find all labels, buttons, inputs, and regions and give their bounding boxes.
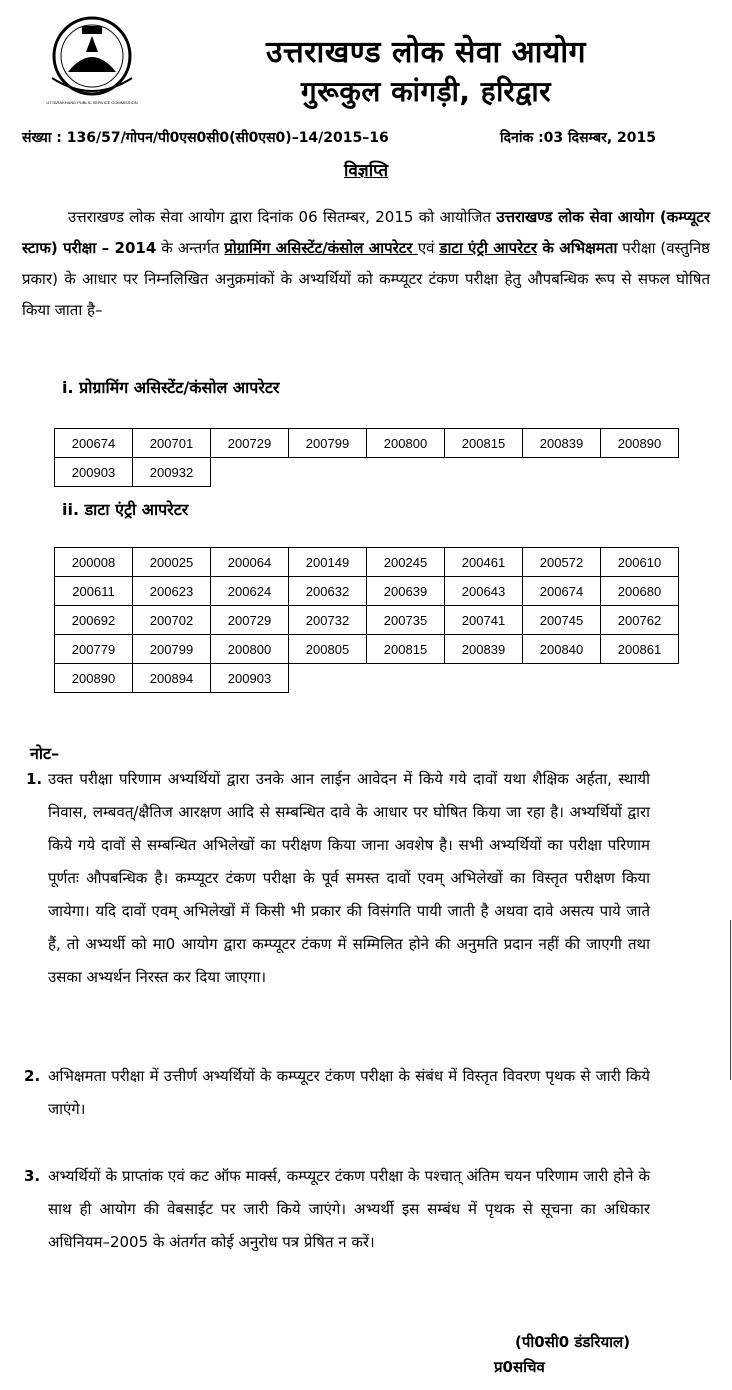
roll-number-cell: 200008 bbox=[55, 548, 133, 577]
section-2-roll-table bbox=[54, 547, 679, 693]
post-data-entry-operator: डाटा एंट्री आपरेटर bbox=[439, 239, 537, 257]
note-3-text: अभ्यर्थियों के प्राप्तांक एवं कट ऑफ मार्क्स, कम्प्यूटर टंकण परीक्षा के पश्चात् अंतिम चयन परिणाम जारी होने के साथ ही आयोग की वेबसाईट पर जारी किये जाएंगे। अभ्यर्थी इस सम्बंध में पृथक से सूचना का अधिकार अधिनियम–2005 के अंतर्गत कोई अनुरोध पत्र प्रेषित न करें। bbox=[48, 1167, 650, 1251]
note-2-number: 2. bbox=[24, 1067, 41, 1085]
roll-number-cell: 200674 bbox=[55, 429, 133, 458]
logo-caption: UTTARAKHAND PUBLIC SERVICE COMMISSION bbox=[46, 100, 138, 105]
roll-number-cell: 200702 bbox=[133, 606, 211, 635]
commission-logo bbox=[46, 12, 138, 104]
roll-number-cell: 200610 bbox=[601, 548, 679, 577]
signatory-name: (पी0सी0 डंडरियाल) bbox=[515, 1333, 631, 1351]
roll-number-cell: 200890 bbox=[601, 429, 679, 458]
roll-number-cell: 200799 bbox=[133, 635, 211, 664]
roll-number-cell: 200729 bbox=[211, 429, 289, 458]
section-1-roll-table bbox=[54, 428, 679, 487]
roll-number-cell: 200805 bbox=[289, 635, 367, 664]
table-row bbox=[55, 458, 679, 487]
empty-cell bbox=[601, 458, 679, 487]
roll-number-cell: 200779 bbox=[55, 635, 133, 664]
table-row bbox=[55, 548, 679, 577]
note-2-text: अभिक्षमता परीक्षा में उत्तीर्ण अभ्यर्थियों के कम्प्यूटर टंकण परीक्षा के संबंध में विस्तृत विवरण पृथक से जारी किये जाएंगे। bbox=[48, 1067, 650, 1118]
empty-cell bbox=[445, 664, 523, 693]
roll-number-cell: 200245 bbox=[367, 548, 445, 577]
roll-number-cell: 200732 bbox=[289, 606, 367, 635]
exam-name: उत्तराखण्ड लोक सेवा आयोग (कम्प्यूटर स्टाफ) परीक्षा – 2014 bbox=[22, 208, 710, 257]
roll-number-cell: 200815 bbox=[367, 635, 445, 664]
roll-number-cell: 200903 bbox=[55, 458, 133, 487]
roll-number-cell: 200461 bbox=[445, 548, 523, 577]
roll-number-cell: 200840 bbox=[523, 635, 601, 664]
empty-cell bbox=[289, 458, 367, 487]
empty-cell bbox=[211, 458, 289, 487]
empty-cell bbox=[523, 664, 601, 693]
scan-edge-line bbox=[730, 920, 731, 1080]
empty-cell bbox=[601, 664, 679, 693]
intro-rest: परीक्षा (वस्तुनिष्ठ प्रकार) के आधार पर निम्नलिखित अनुक्रमांकों के अभ्यर्थियों को कम्प्यूटर टंकण परीक्षा हेतु औपबन्धिक रूप से सफल घोषित किया जाता है– bbox=[22, 239, 711, 319]
aptitude-label: के अभिक्षमता bbox=[536, 239, 618, 257]
roll-number-cell: 200025 bbox=[133, 548, 211, 577]
roll-number-cell: 200624 bbox=[211, 577, 289, 606]
roll-number-cell: 200572 bbox=[523, 548, 601, 577]
roll-number-cell: 200839 bbox=[523, 429, 601, 458]
roll-number-cell: 200741 bbox=[445, 606, 523, 635]
roll-number-cell: 200762 bbox=[601, 606, 679, 635]
roll-number-cell: 200861 bbox=[601, 635, 679, 664]
section-2-title: ii. डाटा एंट्री आपरेटर bbox=[62, 500, 189, 519]
empty-cell bbox=[367, 664, 445, 693]
notes-heading: नोट– bbox=[30, 744, 60, 763]
roll-number-cell: 200639 bbox=[367, 577, 445, 606]
notice-heading bbox=[0, 158, 732, 181]
roll-number-cell: 200692 bbox=[55, 606, 133, 635]
roll-number-cell: 200890 bbox=[55, 664, 133, 693]
intro-line-1: उत्तराखण्ड लोक सेवा आयोग द्वारा दिनांक 06 सितम्बर, 2015 को आयोजित bbox=[68, 208, 492, 226]
roll-number-cell: 200735 bbox=[367, 606, 445, 635]
section-1-title: i. प्रोग्रामिंग असिस्टेंट/कंसोल आपरेटर bbox=[62, 378, 280, 397]
signatory-designation: प्र0सचिव bbox=[494, 1358, 545, 1376]
table-row bbox=[55, 664, 679, 693]
note-3-number: 3. bbox=[24, 1167, 41, 1185]
reference-number: संख्या : 136/57/गोपन/पी0एस0सी0(सी0एस0)–14/2015–16 bbox=[22, 130, 389, 146]
roll-number-cell: 200643 bbox=[445, 577, 523, 606]
empty-cell bbox=[289, 664, 367, 693]
roll-number-cell: 200623 bbox=[133, 577, 211, 606]
roll-number-cell: 200680 bbox=[601, 577, 679, 606]
intro-under: के अन्तर्गत bbox=[156, 239, 225, 257]
empty-cell bbox=[367, 458, 445, 487]
commission-title: उत्तराखण्ड लोक सेवा आयोग bbox=[266, 35, 586, 70]
roll-number-cell: 200800 bbox=[367, 429, 445, 458]
note-1-text: उक्त परीक्षा परिणाम अभ्यर्थियों द्वारा उनके आन लाईन आवेदन में किये गये दावों यथा शैक्षिक अर्हता, स्थायी निवास, लम्बवत्/क्षैतिज आरक्षण आदि से सम्बन्धित दावे के आधार पर घोषित किया जा रहा है। अभ्यर्थियों द्वारा किये गये दावों से सम्बन्धित अभिलेखों का परीक्षण किया जाना अवशेष है। सभी अभ्यर्थियों का परीक्षा परिणाम पूर्णतः औपबन्धिक है। कम्प्यूटर टंकण परीक्षा के पूर्व समस्त दावों एवम् अभिलेखों का विस्तृत परीक्षण किया जायेगा। यदि दावों एवम् अभिलेखों में किसी भी प्रकार की विसंगति पायी जाती है अथवा दावे असत्य पाये जाते हैं, तो अभ्यर्थी को मा0 आयोग द्वारा कम्प्यूटर टंकण में सम्मिलित होने की अनुमति प्रदान नहीं की जाएगी तथा उसका अभ्यर्थन निरस्त कर दिया जाएगा। bbox=[48, 770, 650, 986]
roll-number-cell: 200894 bbox=[133, 664, 211, 693]
roll-number-cell: 200839 bbox=[445, 635, 523, 664]
table-row bbox=[55, 635, 679, 664]
roll-number-cell: 200800 bbox=[211, 635, 289, 664]
roll-number-cell: 200932 bbox=[133, 458, 211, 487]
intro-and: एवं bbox=[417, 239, 440, 257]
table-row bbox=[55, 429, 679, 458]
roll-number-cell: 200149 bbox=[289, 548, 367, 577]
roll-number-cell: 200799 bbox=[289, 429, 367, 458]
post-programming-assistant: प्रोग्रामिंग असिस्टेंट/कंसोल आपरेटर bbox=[224, 239, 418, 257]
intro-paragraph bbox=[22, 202, 710, 326]
roll-number-cell: 200701 bbox=[133, 429, 211, 458]
table-row bbox=[55, 606, 679, 635]
roll-number-cell: 200729 bbox=[211, 606, 289, 635]
roll-number-cell: 200815 bbox=[445, 429, 523, 458]
roll-number-cell: 200745 bbox=[523, 606, 601, 635]
roll-number-cell: 200903 bbox=[211, 664, 289, 693]
note-1-number: 1. bbox=[26, 770, 43, 788]
table-row bbox=[55, 577, 679, 606]
roll-number-cell: 200674 bbox=[523, 577, 601, 606]
empty-cell bbox=[523, 458, 601, 487]
commission-address: गुरूकुल कांगड़ी, हरिद्वार bbox=[300, 75, 552, 108]
empty-cell bbox=[445, 458, 523, 487]
roll-number-cell: 200064 bbox=[211, 548, 289, 577]
notice-title: विज्ञप्ति bbox=[343, 161, 389, 181]
notice-date: दिनांक :03 दिसम्बर, 2015 bbox=[500, 130, 656, 146]
roll-number-cell: 200632 bbox=[289, 577, 367, 606]
roll-number-cell: 200611 bbox=[55, 577, 133, 606]
